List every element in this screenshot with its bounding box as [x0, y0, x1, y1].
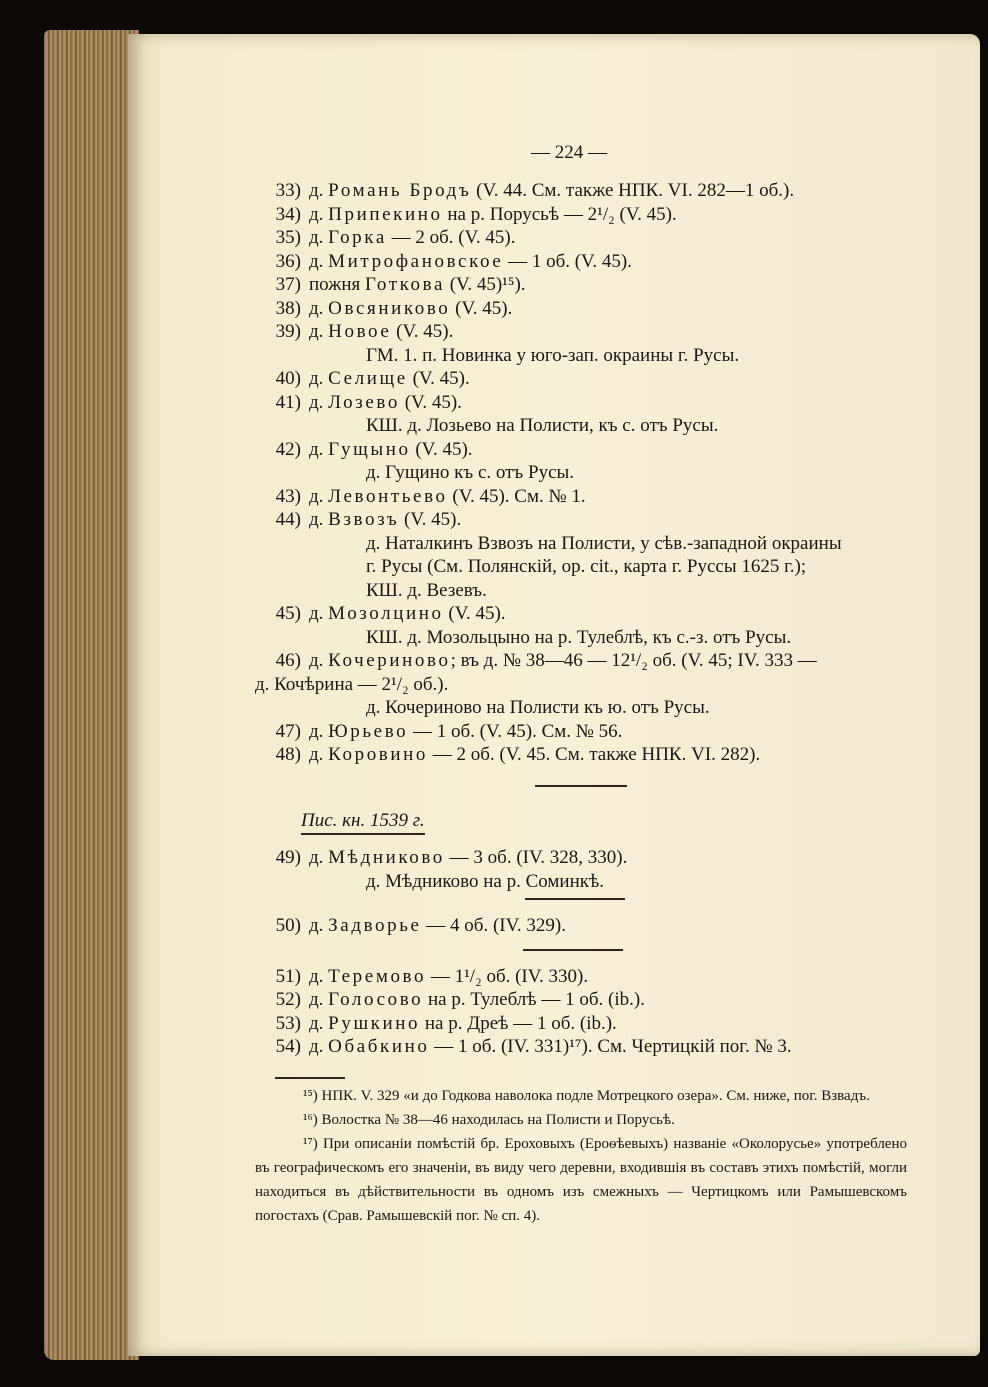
entry-prefix: д. — [309, 650, 329, 671]
short-divider — [523, 949, 623, 951]
entry-name: Рушкино — [328, 1012, 421, 1034]
short-divider — [525, 898, 625, 900]
entry-name: Голосово — [328, 989, 424, 1010]
entry-prefix: д. — [309, 297, 329, 319]
entry-number: 45) — [275, 603, 301, 624]
entry-details: (V. 45). — [410, 438, 473, 460]
entry-number: 50) — [275, 914, 301, 936]
entry-row — [255, 988, 915, 1012]
entry-note: д. Кочериново на Полисти къ ю. отъ Русы. — [366, 697, 710, 718]
entry-number: 33) — [275, 180, 301, 201]
entry-number: 47) — [275, 720, 301, 742]
entry-name: Левонтьево — [328, 485, 448, 507]
entry-prefix: д. — [309, 180, 329, 201]
entry-prefix: пожня — [309, 274, 365, 295]
entry-row — [255, 391, 915, 415]
entry-details: — 1 об. (IV. 331)¹⁷). См. Чертицкій пог. № 3. — [429, 1036, 792, 1057]
entry-details: — 2 об. (V. 45). — [386, 227, 516, 248]
entry-number: 38) — [275, 297, 301, 319]
entry-row — [255, 965, 915, 989]
entry-prefix: д. — [309, 744, 329, 765]
entry-row — [255, 226, 915, 250]
entry-prefix: д. — [309, 203, 329, 225]
entry-number: 48) — [275, 744, 301, 765]
entry-number: 36) — [275, 250, 301, 272]
entry-number: 37) — [275, 274, 301, 295]
entry-row — [255, 367, 915, 391]
entry-name: Овсяниково — [328, 297, 451, 319]
entry-name: Селище — [328, 368, 408, 389]
entry-number: 51) — [275, 965, 301, 987]
entry-number: 53) — [275, 1012, 301, 1034]
entry-row — [255, 743, 915, 767]
entry-details: на р. Порусьѣ — 2¹/₂ (V. 45). — [442, 203, 677, 225]
entry-row — [255, 250, 915, 274]
entry-row — [255, 1035, 915, 1059]
entries-section-2c — [255, 965, 915, 1059]
entry-details: на р. Тулеблѣ — 1 об. (ib.). — [423, 989, 645, 1010]
entries-section-1 — [255, 179, 915, 767]
entry-name: Теремово — [328, 965, 427, 987]
entry-note: д. Наталкинъ Взвозъ на Полисти, у сѣв.-западной окраины — [366, 532, 842, 554]
entry-prefix: д. — [309, 321, 329, 342]
entry-row — [255, 273, 915, 297]
entry-number: 43) — [275, 485, 301, 507]
entry-name: Готкова — [364, 274, 445, 295]
entry-details: — 1 об. (V. 45). — [503, 250, 632, 272]
entry-details: (V. 45)¹⁵). — [444, 274, 526, 295]
section-divider — [535, 785, 627, 787]
entry-name: Коровино — [328, 744, 429, 765]
entries-section-2a — [255, 846, 915, 893]
entry-row — [255, 649, 915, 673]
entry-row — [255, 602, 915, 626]
footnotes — [255, 1084, 907, 1228]
entry-number: 42) — [275, 438, 301, 460]
entry-prefix: д. — [309, 1012, 329, 1034]
footnote-mark: ¹⁵) — [303, 1088, 322, 1104]
entry-name: Мозолцино — [328, 603, 444, 624]
entry-details: — 1¹/₂ об. (IV. 330). — [426, 965, 589, 987]
entry-number: 46) — [275, 650, 301, 671]
entry-prefix: д. — [309, 227, 329, 248]
entry-continuation: д. Кочѣрина — 2¹/₂ об.). — [255, 673, 449, 695]
entry-note: КШ. д. Мозольцыно на р. Тулеблѣ, къ с.-з. отъ Русы. — [366, 626, 792, 648]
entry-name: Припекино — [328, 203, 443, 225]
entry-note: КШ. д. Везевъ. — [366, 579, 487, 601]
footnote-text: НПК. V. 329 «и до Годкова наволока подле Мотрецкого озера». См. ниже, пог. Взвадъ. — [321, 1088, 870, 1104]
entry-name: Юрьево — [328, 720, 409, 742]
entry-details: (V. 45). — [391, 321, 454, 342]
entry-prefix: д. — [309, 485, 329, 507]
footnote — [255, 1084, 907, 1108]
page-number: — 224 — — [531, 142, 607, 163]
entries-section-2b — [255, 914, 915, 938]
entry-row — [255, 1012, 915, 1036]
entry-details: (V. 45). — [443, 603, 506, 624]
footnote-rule — [275, 1077, 345, 1079]
entry-row — [255, 203, 915, 227]
entry-number: 52) — [275, 989, 301, 1010]
entry-row — [255, 179, 915, 203]
entry-details: — 4 об. (IV. 329). — [421, 914, 566, 936]
entry-note: г. Русы (См. Полянскій, op. cit., карта г. Руссы 1625 г.); — [366, 556, 807, 577]
entry-name: Митрофановское — [328, 250, 504, 272]
footnote-text: Волостка № 38—46 находилась на Полисти и Порусьѣ. — [321, 1112, 675, 1128]
entry-name: Обабкино — [328, 1036, 430, 1057]
footnote-text: При описаніи помѣстій бр. Ероховыхъ (Ероѳѣевыхъ) названіе «Околорусье» употреблено въ географическомъ его значеніи, въ виду чего деревни, входившія въ составъ этихъ помѣстій, могли находиться въ дѣйствительности въ одномъ изъ смежныхъ — Чертицкомъ или Рамышевскомъ погостахъ (Срав. Рамышевскій пог. № сп. 4). — [255, 1136, 907, 1224]
entry-prefix: д. — [309, 368, 329, 389]
entry-details: ; въ д. № 38—46 — 12¹/₂ об. (V. 45; IV. 333 — — [450, 650, 817, 671]
entry-row — [255, 320, 915, 344]
entry-row — [255, 846, 915, 870]
entry-details: (V. 45). — [399, 509, 462, 530]
entry-row — [255, 720, 915, 744]
entry-prefix: д. — [309, 965, 329, 987]
entry-details: (V. 45). — [407, 368, 470, 389]
entry-note: КШ. д. Лозьево на Полисти, къ с. отъ Русы. — [366, 415, 719, 436]
entry-row — [255, 914, 915, 938]
entry-name: Лозево — [328, 391, 400, 413]
entry-note: д. Мѣдниково на р. Соминкѣ. — [366, 870, 605, 892]
entry-prefix: д. — [309, 914, 329, 936]
footnote-mark: ¹⁷) — [303, 1136, 323, 1152]
entry-prefix: д. — [309, 250, 329, 272]
entry-details: (V. 45). — [450, 297, 513, 319]
entry-details: (V. 44. См. также НПК. VI. 282—1 об.). — [471, 180, 795, 201]
entry-name: Задворье — [328, 914, 422, 936]
footnote-mark: ¹⁶) — [303, 1112, 322, 1128]
entry-details: на р. Дреѣ — 1 об. (ib.). — [420, 1012, 617, 1034]
book-page-edges — [44, 30, 139, 1360]
footnote — [255, 1108, 907, 1132]
entry-number: 49) — [275, 847, 301, 868]
entry-name: Взвозъ — [328, 509, 400, 530]
entry-number: 40) — [275, 368, 301, 389]
entry-prefix: д. — [309, 391, 329, 413]
entry-number: 35) — [275, 227, 301, 248]
entry-prefix: д. — [309, 847, 329, 868]
entry-details: — 3 об. (IV. 328, 330). — [444, 847, 628, 868]
entry-row — [255, 438, 915, 462]
entry-details: — 2 об. (V. 45. См. также НПК. VI. 282). — [428, 744, 761, 765]
entry-details: (V. 45). См. № 1. — [447, 485, 586, 507]
entry-name: Романь Бродъ — [328, 180, 472, 201]
source-heading: Пис. кн. 1539 г. — [301, 809, 915, 833]
entry-prefix: д. — [309, 1036, 329, 1057]
entry-list — [255, 179, 915, 1059]
entry-prefix: д. — [309, 509, 329, 530]
entry-number: 39) — [275, 321, 301, 342]
entry-note: д. Гущино къ с. отъ Русы. — [366, 462, 575, 483]
entry-number: 41) — [275, 391, 301, 413]
entry-note: ГМ. 1. п. Новинка у юго-зап. окраины г. Русы. — [366, 344, 740, 366]
entry-row — [255, 297, 915, 321]
entry-number: 44) — [275, 509, 301, 530]
entry-prefix: д. — [309, 603, 329, 624]
entry-name: Горка — [328, 227, 387, 248]
entry-details: — 1 об. (V. 45). См. № 56. — [408, 720, 623, 742]
entry-number: 34) — [275, 203, 301, 225]
entry-prefix: д. — [309, 989, 329, 1010]
entry-row — [255, 508, 915, 532]
entry-name: Гущыно — [328, 438, 411, 460]
entry-number: 54) — [275, 1036, 301, 1057]
entry-prefix: д. — [309, 720, 329, 742]
entry-name: Мѣдниково — [328, 847, 445, 868]
entry-name: Новое — [328, 321, 392, 342]
entry-name: Кочериново — [328, 650, 451, 671]
footnote — [255, 1132, 907, 1228]
entry-prefix: д. — [309, 438, 329, 460]
entry-details: (V. 45). — [399, 391, 462, 413]
entry-row — [255, 485, 915, 509]
